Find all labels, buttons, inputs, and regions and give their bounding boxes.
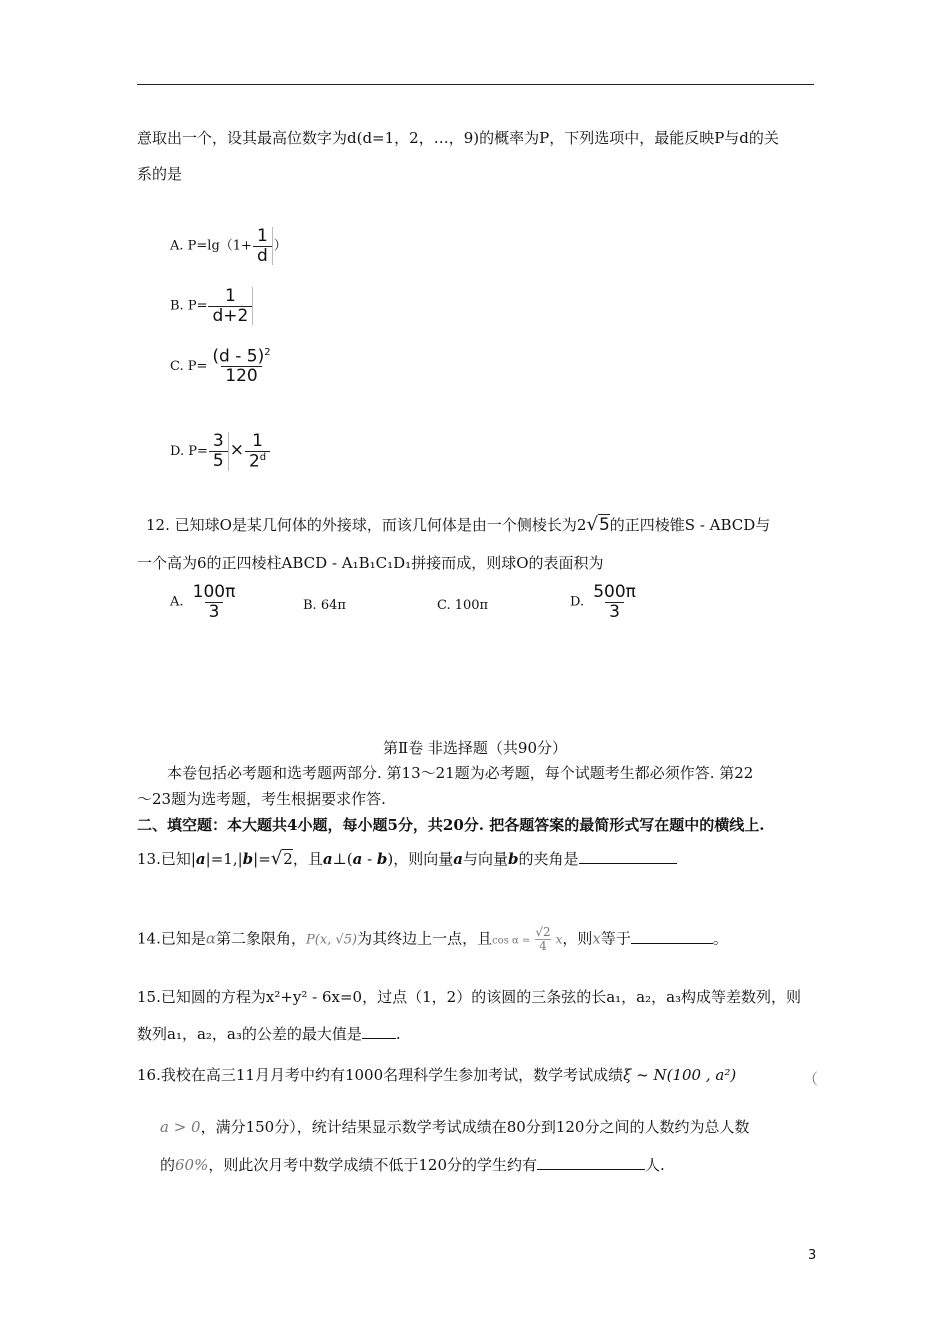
- q11-option-b: B. P= $\frac{1}{d+2}$: [170, 287, 254, 325]
- fraction: $\frac{1}{d+2}$: [208, 287, 253, 325]
- q15-line2: 数列a₁，a₂，a₃的公差的最大值是 .: [137, 1025, 401, 1043]
- q16-line1: 16.我校在高三11月月考中约有1000名理科学生参加考试，数学考试成绩ξ ~ N(100 , a²): [137, 1066, 737, 1084]
- header-rule: [137, 84, 814, 85]
- part2-intro-line1: 本卷包括必考题和选考题两部分. 第13～21题为必考题，每个试题考生都必须作答. 第22: [167, 764, 754, 782]
- fraction: $\frac{(d - 5)^2}{120}$: [212, 346, 271, 387]
- part2-heading: 第Ⅱ卷 非选择题（共90分）: [382, 739, 568, 757]
- answer-blank: [537, 1155, 645, 1170]
- q11-option-d: D. P= $\frac{3}{5}$ × $\frac{1}{2^d}$: [170, 432, 271, 471]
- q16-paren: （: [803, 1070, 819, 1088]
- q16-line2: a > 0，满分150分），统计结果显示数学考试成绩在80分到120分之间的人数约为总人数: [160, 1118, 750, 1136]
- q15-line1: 15.已知圆的方程为x²+y² - 6x=0，过点（1，2）的该圆的三条弦的长a₁，a₂，a₃构成等差数列，则: [137, 988, 802, 1006]
- fraction: $\frac{1}{d}$: [253, 227, 273, 265]
- q11-line2: 系的是: [137, 165, 183, 183]
- q12-option-c: C. 100π: [437, 598, 489, 613]
- part2-intro-line2: ～23题为选考题，考生根据要求作答.: [137, 790, 386, 808]
- fraction: $\frac{100\pi}{3}$: [192, 582, 236, 622]
- q11-option-c: C. P= $\frac{(d - 5)^2}{120}$: [170, 347, 276, 386]
- fraction: $\frac{1}{2^d}$: [245, 432, 270, 471]
- q11-option-a: A. P=lg（1+ $\frac{1}{d}$ ）: [170, 226, 287, 266]
- answer-blank: [579, 849, 677, 864]
- q13: 13.已知|a|=1,|b|=√2，且a⊥(a - b)，则向量a与向量b的夹角是: [137, 848, 677, 869]
- section-heading: 二、填空题：本大题共4小题，每小题5分，共20分. 把各题答案的最简形式写在题中的横线上.: [137, 816, 765, 834]
- answer-blank: [631, 929, 713, 944]
- q12-line1: 12. 已知球O是某几何体的外接球，而该几何体是由一个侧棱长为2√5的正四棱锥S - ABCD与: [146, 514, 771, 535]
- fraction: $\frac{3}{5}$: [209, 432, 229, 470]
- q16-line3: 的60%，则此次月考中数学成绩不低于120分的学生约有 人.: [160, 1156, 665, 1174]
- q12-option-b: B. 64π: [303, 598, 346, 613]
- fraction: $\frac{√2}{4}$: [535, 925, 551, 954]
- page-number: 3: [808, 1248, 817, 1263]
- fraction: $\frac{500\pi}{3}$: [593, 582, 636, 622]
- q11-line1: 意取出一个，设其最高位数字为d(d=1，2，…，9)的概率为P，下列选项中，最能反映P与d的关: [137, 129, 779, 147]
- q12-line2: 一个高为6的正四棱柱ABCD - A₁B₁C₁D₁拼接而成，则球O的表面积为: [137, 554, 604, 572]
- q12-option-d: D. $\frac{500\pi}{3}$: [570, 583, 641, 621]
- q12-option-a: A. $\frac{100\pi}{3}$: [170, 583, 240, 621]
- q14: 14.已知是α第二象限角，P(x, √5)为其终边上一点，且cos α = $\frac{√2}{4}$ x，则x等于 。: [137, 925, 728, 954]
- answer-blank: [362, 1024, 396, 1039]
